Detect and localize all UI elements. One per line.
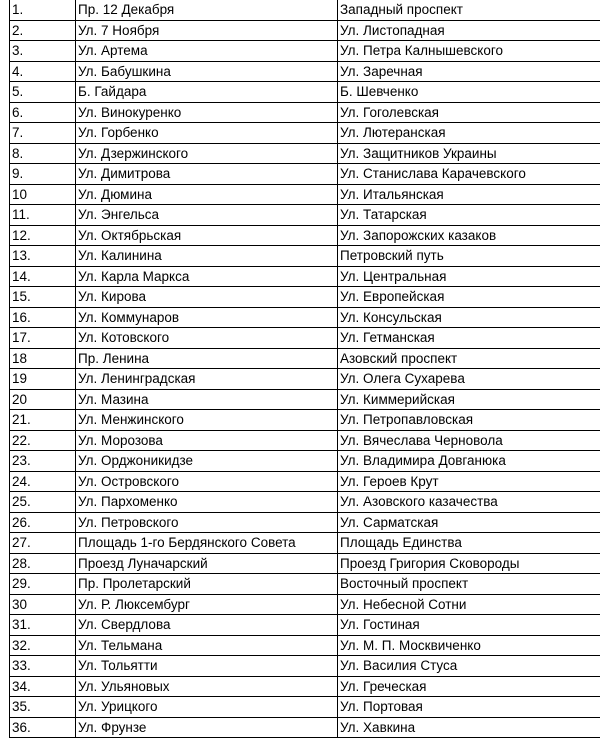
table-row	[10, 328, 600, 349]
row-number-cell: 7.	[10, 123, 76, 144]
row-number-cell: 1.	[10, 0, 76, 20]
old-street-name-cell: Ул. Орджоникидзе	[76, 451, 338, 472]
old-street-name-cell: Ул. Островского	[76, 471, 338, 492]
row-number-cell: 35.	[10, 697, 76, 718]
row-number-cell: 8.	[10, 143, 76, 164]
new-street-name-cell: Ул. Вячеслава Черновола	[338, 430, 600, 451]
row-number-cell: 23.	[10, 451, 76, 472]
old-street-name-cell: Ул. Свердлова	[76, 615, 338, 636]
new-street-name-cell: Восточный проспект	[338, 574, 600, 595]
new-street-name-cell: Ул. Героев Крут	[338, 471, 600, 492]
row-number-cell: 9.	[10, 164, 76, 185]
table-row	[10, 164, 600, 185]
new-street-name-cell: Азовский проспект	[338, 348, 600, 369]
row-number-cell: 27.	[10, 533, 76, 554]
new-street-name-cell: Ул. Листопадная	[338, 20, 600, 41]
new-street-name-cell: Ул. Портовая	[338, 697, 600, 718]
new-street-name-cell: Ул. Владимира Довганюка	[338, 451, 600, 472]
table-row	[10, 246, 600, 267]
row-number-cell: 13.	[10, 246, 76, 267]
table-row	[10, 61, 600, 82]
table-row	[10, 574, 600, 595]
old-street-name-cell: Ул. Коммунаров	[76, 307, 338, 328]
old-street-name-cell: Ул. Октябрьская	[76, 225, 338, 246]
table-row	[10, 430, 600, 451]
new-street-name-cell: Западный проспект	[338, 0, 600, 20]
new-street-name-cell: Ул. Петропавловская	[338, 410, 600, 431]
old-street-name-cell: Ул. Тольятти	[76, 656, 338, 677]
old-street-name-cell: Ул. Калинина	[76, 246, 338, 267]
row-number-cell: 3.	[10, 41, 76, 62]
new-street-name-cell: Ул. Гоголевская	[338, 102, 600, 123]
old-street-name-cell: Ул. Фрунзе	[76, 717, 338, 738]
table-row	[10, 20, 600, 41]
row-number-cell: 25.	[10, 492, 76, 513]
row-number-cell: 4.	[10, 61, 76, 82]
row-number-cell: 5.	[10, 82, 76, 103]
new-street-name-cell: Ул. Заречная	[338, 61, 600, 82]
table-row	[10, 0, 600, 20]
new-street-name-cell: Ул. Европейская	[338, 287, 600, 308]
new-street-name-cell: Ул. Хавкина	[338, 717, 600, 738]
table-row	[10, 369, 600, 390]
new-street-name-cell: Площадь Единства	[338, 533, 600, 554]
table-row	[10, 307, 600, 328]
new-street-name-cell: Ул. Защитников Украины	[338, 143, 600, 164]
old-street-name-cell: Ул. Дюмина	[76, 184, 338, 205]
table-row	[10, 553, 600, 574]
table-row	[10, 594, 600, 615]
new-street-name-cell: Ул. Небесной Сотни	[338, 594, 600, 615]
old-street-name-cell: Проезд Луначарский	[76, 553, 338, 574]
old-street-name-cell: Ул. 7 Ноября	[76, 20, 338, 41]
table-row	[10, 635, 600, 656]
row-number-cell: 17.	[10, 328, 76, 349]
row-number-cell: 15.	[10, 287, 76, 308]
table-row	[10, 225, 600, 246]
old-street-name-cell: Ул. Котовского	[76, 328, 338, 349]
new-street-name-cell: Ул. Станислава Карачевского	[338, 164, 600, 185]
new-street-name-cell: Ул. Василия Стуса	[338, 656, 600, 677]
old-street-name-cell: Ул. Петровского	[76, 512, 338, 533]
row-number-cell: 31.	[10, 615, 76, 636]
row-number-cell: 21.	[10, 410, 76, 431]
table-row	[10, 41, 600, 62]
table-row	[10, 451, 600, 472]
old-street-name-cell: Пр. Пролетарский	[76, 574, 338, 595]
table-row	[10, 184, 600, 205]
old-street-name-cell: Ул. Димитрова	[76, 164, 338, 185]
old-street-name-cell: Ул. Менжинского	[76, 410, 338, 431]
old-street-name-cell: Ул. Карла Маркса	[76, 266, 338, 287]
row-number-cell: 16.	[10, 307, 76, 328]
table-row	[10, 389, 600, 410]
new-street-name-cell: Ул. Киммерийская	[338, 389, 600, 410]
row-number-cell: 11.	[10, 205, 76, 226]
old-street-name-cell: Ул. Бабушкина	[76, 61, 338, 82]
row-number-cell: 10	[10, 184, 76, 205]
table-row	[10, 266, 600, 287]
old-street-name-cell: Ул. Мазина	[76, 389, 338, 410]
table-row	[10, 492, 600, 513]
table-row	[10, 697, 600, 718]
row-number-cell: 34.	[10, 676, 76, 697]
street-rename-table-body	[10, 0, 600, 738]
table-row	[10, 533, 600, 554]
old-street-name-cell: Ул. Ленинградская	[76, 369, 338, 390]
old-street-name-cell: Ул. Тельмана	[76, 635, 338, 656]
table-row	[10, 512, 600, 533]
row-number-cell: 28.	[10, 553, 76, 574]
table-row	[10, 615, 600, 636]
new-street-name-cell: Ул. Олега Сухарева	[338, 369, 600, 390]
new-street-name-cell: Ул. Греческая	[338, 676, 600, 697]
old-street-name-cell: Ул. Ульяновых	[76, 676, 338, 697]
new-street-name-cell: Ул. Сарматская	[338, 512, 600, 533]
old-street-name-cell: Ул. Морозова	[76, 430, 338, 451]
table-row	[10, 717, 600, 738]
new-street-name-cell: Ул. Лютеранская	[338, 123, 600, 144]
table-row	[10, 102, 600, 123]
row-number-cell: 18	[10, 348, 76, 369]
row-number-cell: 6.	[10, 102, 76, 123]
row-number-cell: 20	[10, 389, 76, 410]
old-street-name-cell: Ул. Энгельса	[76, 205, 338, 226]
row-number-cell: 26.	[10, 512, 76, 533]
row-number-cell: 36.	[10, 717, 76, 738]
new-street-name-cell: Ул. Консульская	[338, 307, 600, 328]
table-row	[10, 82, 600, 103]
row-number-cell: 29.	[10, 574, 76, 595]
row-number-cell: 14.	[10, 266, 76, 287]
table-row	[10, 143, 600, 164]
new-street-name-cell: Ул. Запорожских казаков	[338, 225, 600, 246]
new-street-name-cell: Ул. Гетманская	[338, 328, 600, 349]
new-street-name-cell: Петровский путь	[338, 246, 600, 267]
old-street-name-cell: Б. Гайдара	[76, 82, 338, 103]
row-number-cell: 33.	[10, 656, 76, 677]
new-street-name-cell: Ул. Гостиная	[338, 615, 600, 636]
old-street-name-cell: Ул. Горбенко	[76, 123, 338, 144]
row-number-cell: 19	[10, 369, 76, 390]
row-number-cell: 22.	[10, 430, 76, 451]
table-row	[10, 656, 600, 677]
row-number-cell: 30	[10, 594, 76, 615]
old-street-name-cell: Площадь 1-го Бердянского Совета	[76, 533, 338, 554]
old-street-name-cell: Пр. 12 Декабря	[76, 0, 338, 20]
old-street-name-cell: Пр. Ленина	[76, 348, 338, 369]
row-number-cell: 24.	[10, 471, 76, 492]
old-street-name-cell: Ул. Винокуренко	[76, 102, 338, 123]
table-row	[10, 471, 600, 492]
old-street-name-cell: Ул. Дзержинского	[76, 143, 338, 164]
row-number-cell: 2.	[10, 20, 76, 41]
table-row	[10, 348, 600, 369]
row-number-cell: 32.	[10, 635, 76, 656]
table-row	[10, 410, 600, 431]
table-row	[10, 287, 600, 308]
new-street-name-cell: Б. Шевченко	[338, 82, 600, 103]
new-street-name-cell: Ул. М. П. Москвиченко	[338, 635, 600, 656]
new-street-name-cell: Ул. Петра Калнышевского	[338, 41, 600, 62]
old-street-name-cell: Ул. Артема	[76, 41, 338, 62]
street-rename-table	[9, 0, 600, 738]
table-row	[10, 676, 600, 697]
new-street-name-cell: Ул. Татарская	[338, 205, 600, 226]
table-row	[10, 205, 600, 226]
row-number-cell: 12.	[10, 225, 76, 246]
new-street-name-cell: Ул. Азовского казачества	[338, 492, 600, 513]
old-street-name-cell: Ул. Пархоменко	[76, 492, 338, 513]
old-street-name-cell: Ул. Урицкого	[76, 697, 338, 718]
old-street-name-cell: Ул. Р. Люксембург	[76, 594, 338, 615]
old-street-name-cell: Ул. Кирова	[76, 287, 338, 308]
new-street-name-cell: Проезд Григория Сковороды	[338, 553, 600, 574]
new-street-name-cell: Ул. Итальянская	[338, 184, 600, 205]
table-row	[10, 123, 600, 144]
new-street-name-cell: Ул. Центральная	[338, 266, 600, 287]
